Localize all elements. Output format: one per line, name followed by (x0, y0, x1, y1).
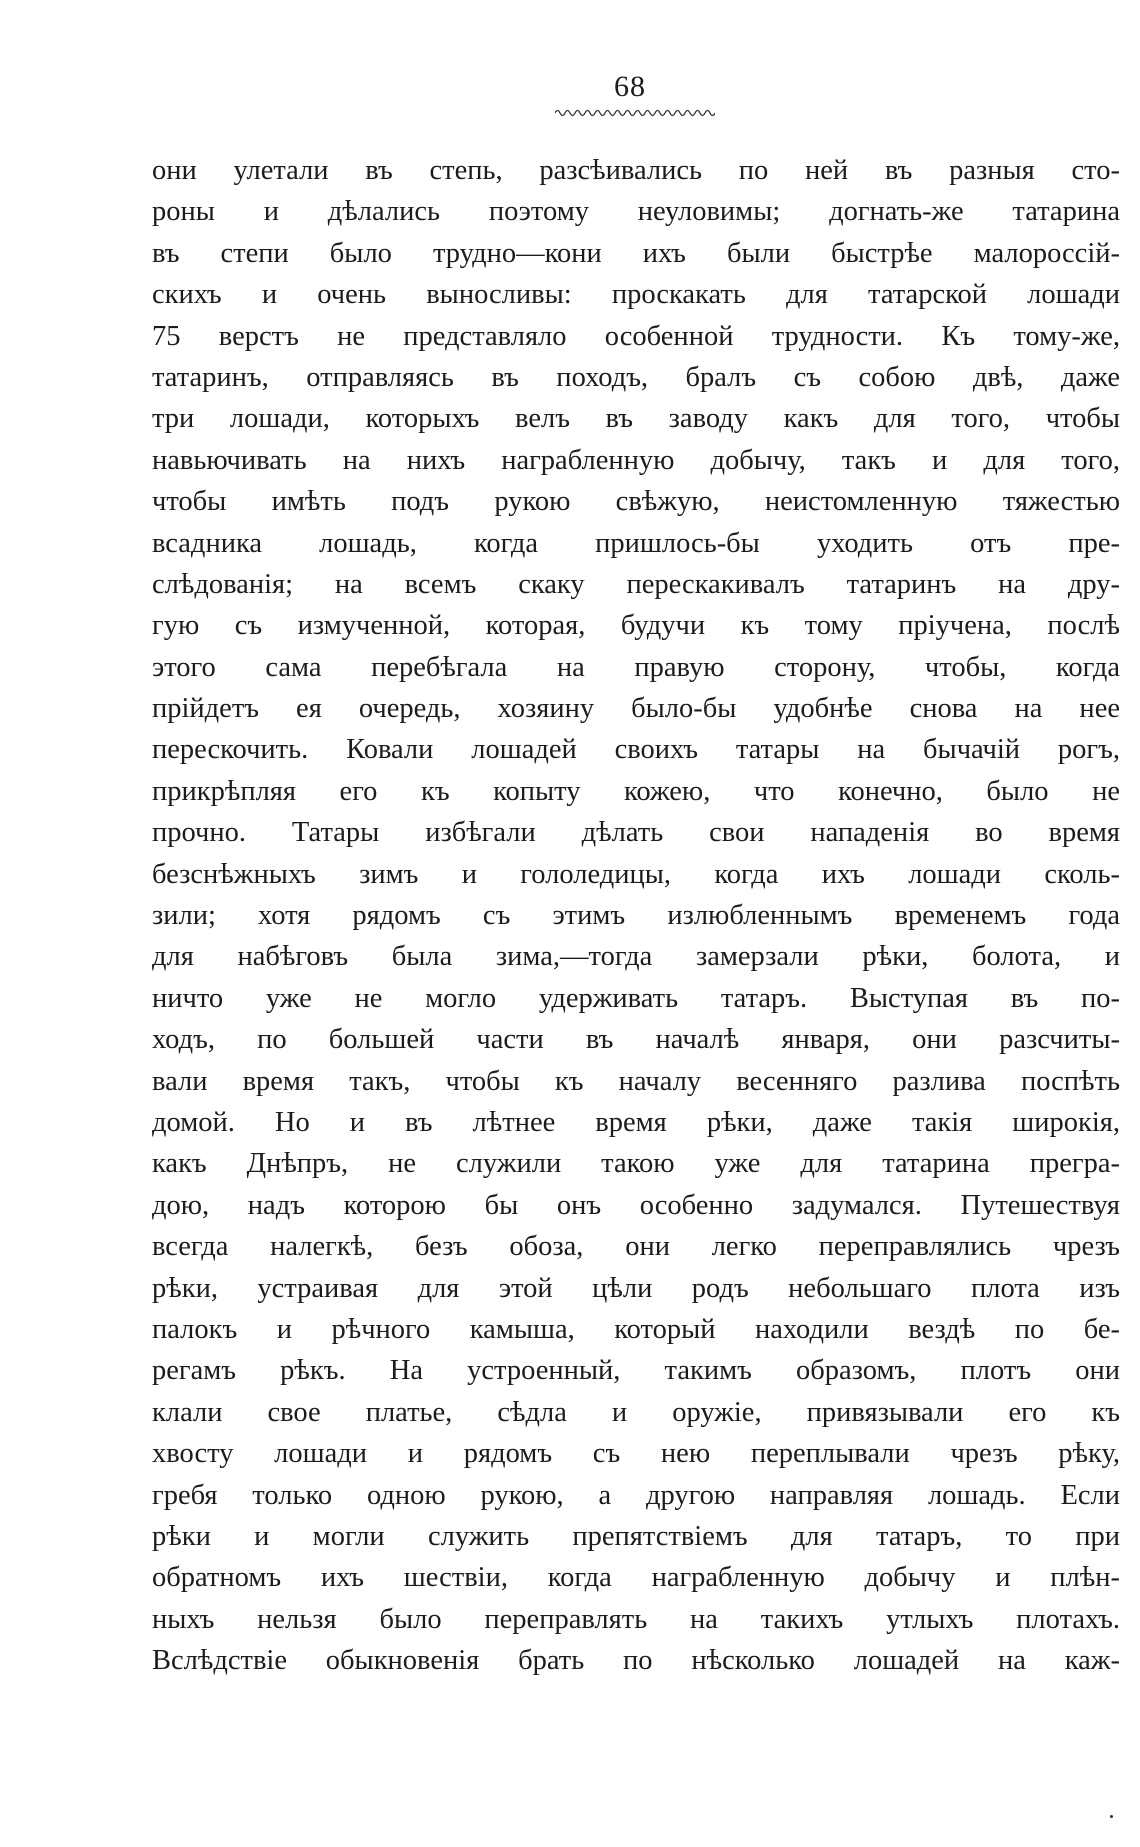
text-line: ничто уже не могло удерживать татаръ. Выступая въ по- (152, 982, 1120, 1014)
text-line: дою, надъ которою бы онъ особенно задумался. Путешествуя (152, 1189, 1120, 1221)
text-line: безснѣжныхъ зимъ и гололедицы, когда ихъ лошади сколь- (152, 858, 1120, 890)
text-line: они улетали въ степь, разсѣивались по ней въ разныя сто- (152, 155, 1120, 186)
text-line: слѣдованія; на всемъ скаку перескакивалъ татаринъ на дру- (152, 568, 1120, 600)
text-line: прійдетъ ея очередь, хозяину было-бы удобнѣе снова на нее (152, 693, 1120, 725)
text-line: палокъ и рѣчного камыша, который находили вездѣ по бе- (152, 1313, 1120, 1345)
text-line: гребя только одною рукою, а другою направляя лошадь. Если (152, 1479, 1120, 1511)
text-line: чтобы имѣть подъ рукою свѣжую, неистомленную тяжестью (152, 486, 1120, 518)
text-line: въ степи было трудно—кони ихъ были быстрѣе малороссій- (152, 237, 1120, 269)
text-line: гую съ измученной, которая, будучи къ тому пріучена, послѣ (152, 610, 1120, 642)
text-line: для набѣговъ была зима,—тогда замерзали рѣки, болота, и (152, 941, 1120, 973)
text-line: зили; хотя рядомъ съ этимъ излюбленнымъ временемъ года (152, 900, 1120, 932)
text-line: татаринъ, отправляясь въ походъ, бралъ съ собою двѣ, даже (152, 361, 1120, 393)
text-line: Вслѣдствіе обыкновенія брать по нѣсколько лошадей на каж- (152, 1645, 1120, 1677)
text-line: рѣки, устраивая для этой цѣли родъ небольшаго плота изъ (152, 1272, 1120, 1304)
text-line: регамъ рѣкъ. На устроенный, такимъ образомъ, плотъ они (152, 1355, 1120, 1387)
text-line: вали время такъ, чтобы къ началу весенняго разлива поспѣть (152, 1065, 1120, 1097)
text-line: три лошади, которыхъ велъ въ заводу какъ для того, чтобы (152, 403, 1120, 435)
text-line: этого сама перебѣгала на правую сторону, чтобы, когда (152, 651, 1120, 683)
text-line: обратномъ ихъ шествіи, когда награбленную добычу и плѣн- (152, 1562, 1120, 1594)
text-line: 75 верстъ не представляло особенной трудности. Къ тому-же, (152, 320, 1120, 352)
text-line: перескочить. Ковали лошадей своихъ татары на бычачій рогъ, (152, 734, 1120, 766)
text-line: ходъ, по большей части въ началѣ января, они разсчиты- (152, 1024, 1120, 1056)
text-line: домой. Но и въ лѣтнее время рѣки, даже такія широкія, (152, 1106, 1120, 1138)
text-line: скихъ и очень выносливы: проскакать для татарской лошади (152, 279, 1120, 311)
text-line: прикрѣпляя его къ копыту кожею, что конечно, было не (152, 775, 1120, 807)
text-line: роны и дѣлались поэтому неуловимы; догнать-же татарина (152, 196, 1120, 228)
page-number: 68 (614, 70, 646, 103)
text-line: навьючивать на нихъ награбленную добычу, такъ и для того, (152, 444, 1120, 476)
text-line: хвосту лошади и рядомъ съ нею переплывали чрезъ рѣку, (152, 1438, 1120, 1470)
text-line: рѣки и могли служить препятствіемъ для татаръ, то при (152, 1520, 1120, 1552)
wavy-rule-ornament (555, 108, 715, 118)
text-line: всадника лошадь, когда пришлось-бы уходить отъ пре- (152, 527, 1120, 559)
text-line: ныхъ нельзя было переправлять на такихъ утлыхъ плотахъ. (152, 1603, 1120, 1635)
text-line: всегда налегкѣ, безъ обоза, они легко переправлялись чрезъ (152, 1231, 1120, 1263)
print-speck (1110, 1815, 1113, 1818)
text-line: прочно. Татары избѣгали дѣлать свои нападенія во время (152, 817, 1120, 849)
text-line: клали свое платье, сѣдла и оружіе, привязывали его къ (152, 1396, 1120, 1428)
body-text (152, 150, 1120, 1681)
text-line: какъ Днѣпръ, не служили такою уже для татарина прегра- (152, 1148, 1120, 1180)
